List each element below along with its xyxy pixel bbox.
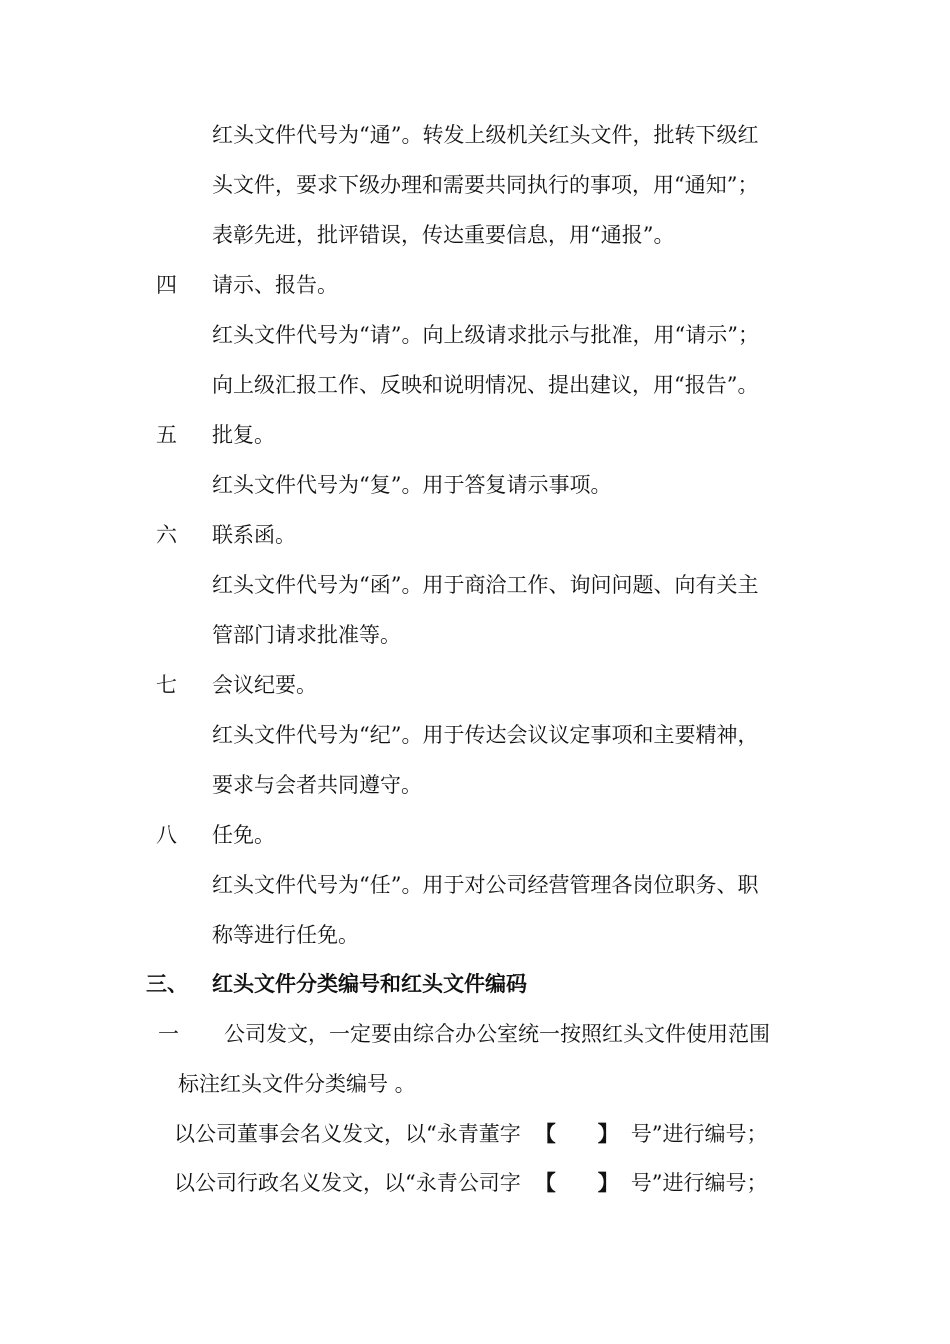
rule-admin-suffix: 号”进行编号； — [630, 1171, 768, 1195]
item-5-title: 批复。 — [212, 423, 275, 447]
item-4-number: 四 — [156, 273, 177, 297]
item-6-line-1: 红头文件代号为“函”。用于商洽工作、询问问题、向有关主 — [212, 573, 759, 597]
item-4-line-1: 红头文件代号为“请”。向上级请求批示与批准，用“请示”； — [212, 323, 759, 347]
rule-admin-prefix: 以公司行政名义发文，以“永青公司字 — [174, 1171, 521, 1195]
rule-admin-numbering — [174, 1168, 767, 1198]
rule-board-prefix: 以公司董事会名义发文，以“永青董字 — [174, 1122, 521, 1146]
item-5-line-1: 红头文件代号为“复”。用于答复请示事项。 — [212, 473, 612, 497]
section-3-heading: 红头文件分类编号和红头文件编码 — [212, 971, 527, 996]
item-5-number: 五 — [156, 423, 177, 447]
item-7-line-2: 要求与会者共同遵守。 — [212, 773, 422, 797]
paragraph-tong-line-1: 红头文件代号为“通”。转发上级机关红头文件，批转下级红 — [212, 123, 759, 147]
rule-board-suffix: 号”进行编号； — [630, 1122, 768, 1146]
item-8-title: 任免。 — [212, 823, 275, 847]
rule-board-open-bracket: 【 — [534, 1121, 556, 1146]
item-6-title: 联系函。 — [212, 523, 296, 547]
subsection-1-number: 一 — [158, 1022, 179, 1046]
paragraph-tong-line-2: 头文件，要求下级办理和需要共同执行的事项，用“通知”； — [212, 173, 759, 197]
section-3-number: 三、 — [146, 971, 188, 996]
paragraph-tong-line-3: 表彰先进，批评错误，传达重要信息，用“通报”。 — [212, 223, 675, 247]
item-6-line-2: 管部门请求批准等。 — [212, 623, 401, 647]
subsection-1-line-2: 标注红头文件分类编号 。 — [178, 1072, 416, 1096]
rule-admin-close-bracket: 】 — [597, 1170, 619, 1195]
item-7-title: 会议纪要。 — [212, 673, 317, 697]
rule-board-close-bracket: 】 — [597, 1121, 619, 1146]
item-7-line-1: 红头文件代号为“纪”。用于传达会议议定事项和主要精神， — [212, 723, 759, 747]
item-4-title: 请示、报告。 — [212, 273, 338, 297]
item-7-number: 七 — [156, 673, 177, 697]
rule-board-numbering — [174, 1119, 767, 1149]
item-8-line-2: 称等进行任免。 — [212, 923, 359, 947]
subsection-1-line-1: 公司发文，一定要由综合办公室统一按照红头文件使用范围 — [224, 1022, 770, 1046]
rule-admin-open-bracket: 【 — [534, 1170, 556, 1195]
item-4-line-2: 向上级汇报工作、反映和说明情况、提出建议，用“报告”。 — [212, 373, 759, 397]
item-8-line-1: 红头文件代号为“任”。用于对公司经营管理各岗位职务、职 — [212, 873, 759, 897]
item-8-number: 八 — [156, 823, 177, 847]
item-6-number: 六 — [156, 523, 177, 547]
